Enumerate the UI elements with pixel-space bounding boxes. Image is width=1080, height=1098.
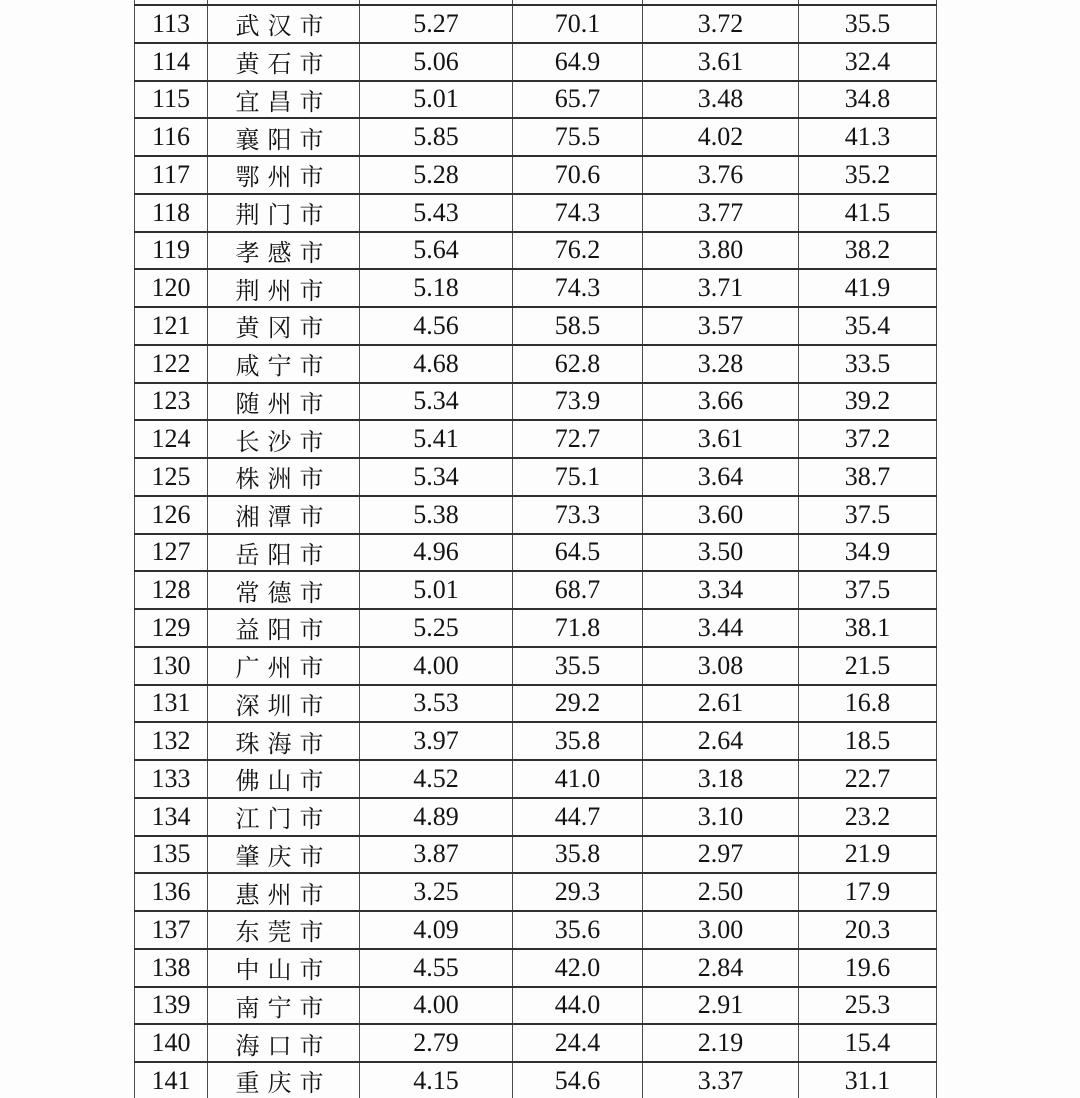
value-cell: 62.8	[513, 345, 643, 383]
rank-cell: 137	[135, 911, 208, 949]
value-cell: 2.64	[643, 722, 799, 760]
value-cell: 25.3	[799, 987, 937, 1025]
value-cell: 5.25	[360, 609, 513, 647]
rank-cell: 120	[135, 269, 208, 307]
city-name-cell: 襄阳市	[208, 118, 360, 156]
value-cell: 58.5	[513, 307, 643, 345]
city-name-cell: 重庆市	[208, 1062, 360, 1098]
city-name-cell: 肇庆市	[208, 836, 360, 874]
value-cell: 41.0	[513, 760, 643, 798]
value-cell: 44.0	[513, 987, 643, 1025]
rank-cell: 140	[135, 1024, 208, 1062]
table-row	[135, 1062, 937, 1098]
value-cell: 41.3	[799, 118, 937, 156]
table-row	[135, 118, 937, 156]
value-cell: 23.2	[799, 798, 937, 836]
city-name-cell: 珠海市	[208, 722, 360, 760]
value-cell: 35.2	[799, 156, 937, 194]
value-cell: 2.84	[643, 949, 799, 987]
table-row	[135, 571, 937, 609]
rank-cell: 138	[135, 949, 208, 987]
table-row	[135, 194, 937, 232]
value-cell: 2.19	[643, 1024, 799, 1062]
city-name-cell: 黄石市	[208, 43, 360, 81]
table-row	[135, 836, 937, 874]
value-cell: 5.34	[360, 458, 513, 496]
table-row	[135, 685, 937, 723]
value-cell: 73.3	[513, 496, 643, 534]
value-cell: 2.91	[643, 987, 799, 1025]
table-row	[135, 1024, 937, 1062]
table-row	[135, 609, 937, 647]
city-name-cell: 长沙市	[208, 420, 360, 458]
city-name-cell: 海口市	[208, 1024, 360, 1062]
city-name-cell: 武汉市	[208, 5, 360, 43]
value-cell: 35.8	[513, 836, 643, 874]
value-cell: 3.28	[643, 345, 799, 383]
table-row	[135, 5, 937, 43]
rank-cell: 122	[135, 345, 208, 383]
value-cell: 3.61	[643, 420, 799, 458]
value-cell: 3.44	[643, 609, 799, 647]
rank-cell: 116	[135, 118, 208, 156]
value-cell: 21.5	[799, 647, 937, 685]
value-cell: 31.1	[799, 1062, 937, 1098]
city-statistics-table	[134, 0, 937, 1098]
value-cell: 71.8	[513, 609, 643, 647]
city-name-cell: 南宁市	[208, 987, 360, 1025]
table-row	[135, 269, 937, 307]
value-cell: 2.79	[360, 1024, 513, 1062]
value-cell: 68.7	[513, 571, 643, 609]
value-cell: 54.6	[513, 1062, 643, 1098]
value-cell: 35.4	[799, 307, 937, 345]
value-cell: 5.64	[360, 232, 513, 270]
table-row	[135, 81, 937, 119]
value-cell: 38.7	[799, 458, 937, 496]
city-name-cell: 随州市	[208, 383, 360, 421]
value-cell: 75.1	[513, 458, 643, 496]
rank-cell: 113	[135, 5, 208, 43]
city-name-cell: 深圳市	[208, 685, 360, 723]
value-cell: 18.5	[799, 722, 937, 760]
rank-cell: 130	[135, 647, 208, 685]
value-cell: 37.5	[799, 571, 937, 609]
city-name-cell: 鄂州市	[208, 156, 360, 194]
value-cell: 3.18	[643, 760, 799, 798]
rank-cell: 133	[135, 760, 208, 798]
value-cell: 38.2	[799, 232, 937, 270]
table-row	[135, 798, 937, 836]
rank-cell: 119	[135, 232, 208, 270]
value-cell: 35.8	[513, 722, 643, 760]
rank-cell: 118	[135, 194, 208, 232]
value-cell: 42.0	[513, 949, 643, 987]
city-name-cell: 株洲市	[208, 458, 360, 496]
value-cell: 20.3	[799, 911, 937, 949]
value-cell: 3.25	[360, 873, 513, 911]
value-cell: 5.41	[360, 420, 513, 458]
value-cell: 4.09	[360, 911, 513, 949]
table-row	[135, 345, 937, 383]
rank-cell: 123	[135, 383, 208, 421]
table-row	[135, 458, 937, 496]
table-row	[135, 232, 937, 270]
table-row	[135, 43, 937, 81]
value-cell: 74.3	[513, 269, 643, 307]
value-cell: 4.55	[360, 949, 513, 987]
city-name-cell: 荆门市	[208, 194, 360, 232]
value-cell: 75.5	[513, 118, 643, 156]
value-cell: 29.2	[513, 685, 643, 723]
value-cell: 74.3	[513, 194, 643, 232]
value-cell: 3.60	[643, 496, 799, 534]
value-cell: 21.9	[799, 836, 937, 874]
value-cell: 5.38	[360, 496, 513, 534]
value-cell: 5.27	[360, 5, 513, 43]
value-cell: 24.4	[513, 1024, 643, 1062]
value-cell: 15.4	[799, 1024, 937, 1062]
value-cell: 17.9	[799, 873, 937, 911]
rank-cell: 121	[135, 307, 208, 345]
value-cell: 4.15	[360, 1062, 513, 1098]
value-cell: 3.34	[643, 571, 799, 609]
city-name-cell: 荆州市	[208, 269, 360, 307]
value-cell: 65.7	[513, 81, 643, 119]
table-row	[135, 420, 937, 458]
value-cell: 35.6	[513, 911, 643, 949]
value-cell: 3.37	[643, 1062, 799, 1098]
table-body	[135, 0, 937, 1098]
rank-cell: 124	[135, 420, 208, 458]
value-cell: 3.64	[643, 458, 799, 496]
value-cell: 35.5	[513, 647, 643, 685]
value-cell: 4.52	[360, 760, 513, 798]
value-cell: 76.2	[513, 232, 643, 270]
table-row	[135, 647, 937, 685]
table-row	[135, 307, 937, 345]
rank-cell: 125	[135, 458, 208, 496]
value-cell: 5.34	[360, 383, 513, 421]
value-cell: 39.2	[799, 383, 937, 421]
value-cell: 4.00	[360, 647, 513, 685]
value-cell: 34.8	[799, 81, 937, 119]
value-cell: 41.9	[799, 269, 937, 307]
city-name-cell: 宜昌市	[208, 81, 360, 119]
value-cell: 3.50	[643, 534, 799, 572]
value-cell: 5.06	[360, 43, 513, 81]
value-cell: 3.61	[643, 43, 799, 81]
value-cell: 5.01	[360, 81, 513, 119]
value-cell: 32.4	[799, 43, 937, 81]
table-row	[135, 760, 937, 798]
rank-cell: 131	[135, 685, 208, 723]
city-name-cell: 岳阳市	[208, 534, 360, 572]
value-cell: 70.6	[513, 156, 643, 194]
value-cell: 5.01	[360, 571, 513, 609]
value-cell: 3.48	[643, 81, 799, 119]
table-row	[135, 949, 937, 987]
rank-cell: 135	[135, 836, 208, 874]
rank-cell: 134	[135, 798, 208, 836]
value-cell: 72.7	[513, 420, 643, 458]
table-row	[135, 987, 937, 1025]
value-cell: 3.72	[643, 5, 799, 43]
value-cell: 3.66	[643, 383, 799, 421]
value-cell: 33.5	[799, 345, 937, 383]
value-cell: 3.71	[643, 269, 799, 307]
value-cell: 3.53	[360, 685, 513, 723]
value-cell: 5.85	[360, 118, 513, 156]
rank-cell: 117	[135, 156, 208, 194]
city-name-cell: 常德市	[208, 571, 360, 609]
value-cell: 41.5	[799, 194, 937, 232]
table-row	[135, 496, 937, 534]
value-cell: 5.28	[360, 156, 513, 194]
value-cell: 2.50	[643, 873, 799, 911]
value-cell: 37.2	[799, 420, 937, 458]
city-name-cell: 东莞市	[208, 911, 360, 949]
value-cell: 4.89	[360, 798, 513, 836]
rank-cell: 126	[135, 496, 208, 534]
rank-cell: 115	[135, 81, 208, 119]
value-cell: 4.56	[360, 307, 513, 345]
value-cell: 3.00	[643, 911, 799, 949]
rank-cell: 114	[135, 43, 208, 81]
value-cell: 3.97	[360, 722, 513, 760]
value-cell: 29.3	[513, 873, 643, 911]
value-cell: 4.68	[360, 345, 513, 383]
rank-cell: 136	[135, 873, 208, 911]
value-cell: 3.87	[360, 836, 513, 874]
rank-cell: 129	[135, 609, 208, 647]
rank-cell: 132	[135, 722, 208, 760]
value-cell: 37.5	[799, 496, 937, 534]
value-cell: 3.10	[643, 798, 799, 836]
city-name-cell: 益阳市	[208, 609, 360, 647]
value-cell: 70.1	[513, 5, 643, 43]
city-name-cell: 咸宁市	[208, 345, 360, 383]
value-cell: 2.97	[643, 836, 799, 874]
city-name-cell: 江门市	[208, 798, 360, 836]
city-name-cell: 佛山市	[208, 760, 360, 798]
value-cell: 35.5	[799, 5, 937, 43]
table-row	[135, 722, 937, 760]
table-row	[135, 534, 937, 572]
rank-cell: 127	[135, 534, 208, 572]
value-cell: 3.76	[643, 156, 799, 194]
value-cell: 2.61	[643, 685, 799, 723]
value-cell: 3.77	[643, 194, 799, 232]
value-cell: 3.08	[643, 647, 799, 685]
value-cell: 3.57	[643, 307, 799, 345]
value-cell: 22.7	[799, 760, 937, 798]
value-cell: 44.7	[513, 798, 643, 836]
city-name-cell: 广州市	[208, 647, 360, 685]
city-name-cell: 惠州市	[208, 873, 360, 911]
table-row	[135, 383, 937, 421]
value-cell: 73.9	[513, 383, 643, 421]
table-row	[135, 911, 937, 949]
table-row	[135, 156, 937, 194]
rank-cell: 141	[135, 1062, 208, 1098]
city-name-cell: 孝感市	[208, 232, 360, 270]
value-cell: 5.18	[360, 269, 513, 307]
city-name-cell: 黄冈市	[208, 307, 360, 345]
value-cell: 16.8	[799, 685, 937, 723]
value-cell: 64.5	[513, 534, 643, 572]
table-row	[135, 873, 937, 911]
rank-cell: 139	[135, 987, 208, 1025]
value-cell: 38.1	[799, 609, 937, 647]
value-cell: 34.9	[799, 534, 937, 572]
city-name-cell: 湘潭市	[208, 496, 360, 534]
rank-cell: 128	[135, 571, 208, 609]
value-cell: 4.02	[643, 118, 799, 156]
value-cell: 64.9	[513, 43, 643, 81]
value-cell: 19.6	[799, 949, 937, 987]
value-cell: 3.80	[643, 232, 799, 270]
value-cell: 4.96	[360, 534, 513, 572]
value-cell: 5.43	[360, 194, 513, 232]
city-name-cell: 中山市	[208, 949, 360, 987]
value-cell: 4.00	[360, 987, 513, 1025]
